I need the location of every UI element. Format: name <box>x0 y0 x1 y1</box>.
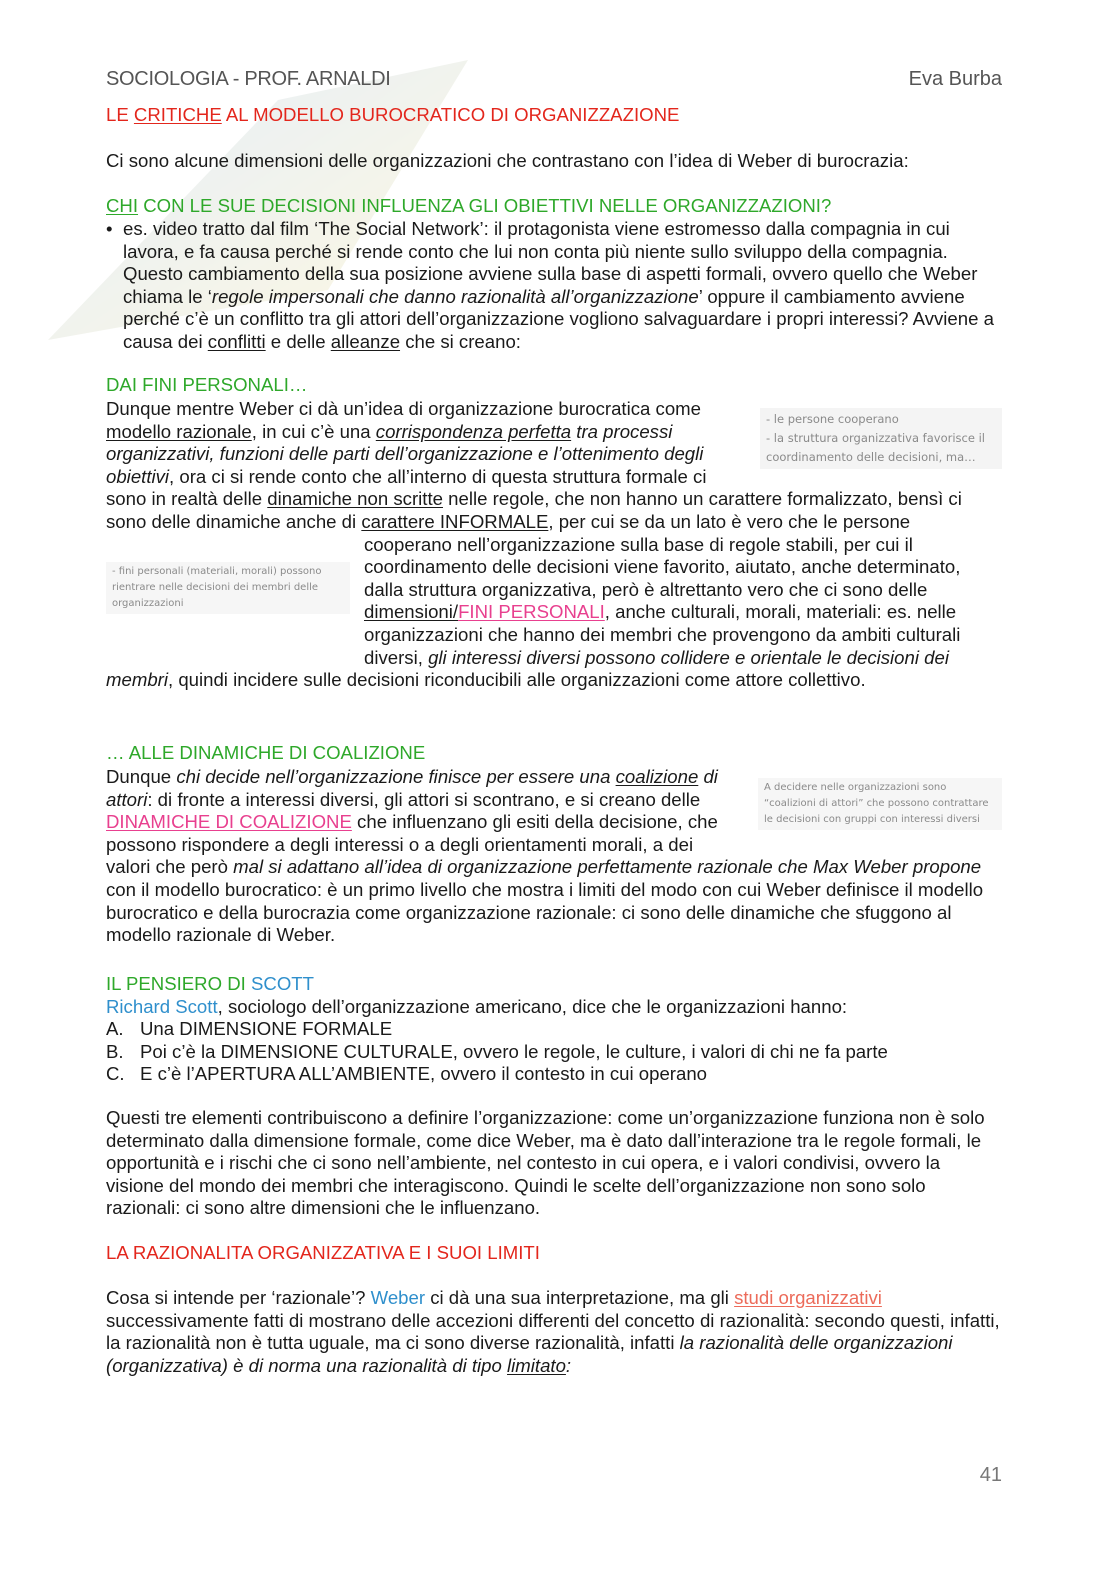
list-item: A. Una DIMENSIONE FORMALE <box>106 1018 393 1039</box>
list-item: B. Poi c’è la DIMENSIONE CULTURALE, ovvero le regole, le culture, i valori di chi ne fa parte <box>106 1040 888 1062</box>
margin-note-coalitions: A decidere nelle organizzazioni sono “coalizioni di attori” che possono contrattare le decisioni con gruppi con interessi diversi <box>758 778 1002 830</box>
question-heading: CHI CON LE SUE DECISIONI INFLUENZA GLI OBIETTIVI NELLE ORGANIZZAZIONI? <box>106 195 832 216</box>
heading-fini-personali: DAI FINI PERSONALI… <box>106 374 308 395</box>
scott-dimensions-list <box>106 1018 1002 1086</box>
heading-razionalita: LA RAZIONALITA ORGANIZZATIVA E I SUOI LIMITI <box>106 1242 540 1263</box>
section-title: LE CRITICHE AL MODELLO BUROCRATICO DI ORGANIZZAZIONE <box>106 104 680 125</box>
header-author: Eva Burba <box>908 68 1002 90</box>
paragraph-coalizione: A decidere nelle organizzazioni sono “coalizioni di attori” che possono contrattare le decisioni con gruppi con interessi diversi Dunque chi decide nell’organizzazione finisce per essere una coalizione di attori: di fronte a interessi diversi, gli attori si scontrano, e si creano delle DINAMICHE DI COALIZIONE che influenzano gli esiti della decisione, che possono rispondere a degli interessi o a degli orientamenti morali, a dei valori che però mal si adattano all’idea di organizzazione perfettamente razionale che Max Weber propone con il modello burocratico: è un primo livello che mostra i limiti del modo con cui Weber definisce il modello burocratico e della burocrazia come organizzazione razionale: ci sono delle dinamiche che sfuggono al modello razionale di Weber. <box>106 766 1002 947</box>
intro-paragraph: Ci sono alcune dimensioni delle organizzazioni che contrastano con l’idea di Weber di burocrazia: <box>106 150 909 171</box>
paragraph-razionalita: Cosa si intende per ‘razionale’? Weber ci dà una sua interpretazione, ma gli studi organizzativi successivamente fatti di mostrano delle accezioni differenti del concetto di razionalità: secondo questi, infatti, la razionalità non è tutta uguale, ma ci sono diverse razionalità, infatti la razionalità delle organizzazioni (organizzativa) è di norma una razionalità di tipo limitato: <box>106 1287 1000 1376</box>
heading-scott: IL PENSIERO DI SCOTT <box>106 973 315 994</box>
paragraph-fini-personali: - le persone cooperano - la struttura organizzativa favorisce il coordinamento delle decisioni, ma… - fini personali (materiali, morali) possono rientrare nelle decisioni dei membri delle organizzazioni Dunque mentre Weber ci dà un’idea di organizzazione burocratica come modello razionale, in cui c’è una corrispondenza perfetta tra processi organizzativi, funzioni delle parti dell’organizzazione e l’ottenimento degli obiettivi, ora ci si rende conto che all’interno di questa struttura formale ci sono in realtà delle dinamiche non scritte nelle regole, che non hanno un carattere formalizzato, bensì ci sono delle dinamiche anche di carattere INFORMALE, per cui se da un lato è vero che le persone cooperano nell’organizzazione sulla base di regole stabili, per cui il coordinamento delle decisioni viene favorito, aiutato, anche determinato, dalla struttura organizzativa, però è altrettanto vero che ci sono delle dimensioni/FINI PERSONALI, anche culturali, morali, materiali: es. nelle organizzazioni che hanno dei membri che provengono da ambiti culturali diversi, gli interessi diversi possono collidere e orientale le decisioni dei membri, quindi incidere sulle decisioni riconducibili alle organizzazioni come attore collettivo. <box>106 398 1002 692</box>
bullet-social-network: • es. video tratto dal film ‘The Social Network’: il protagonista viene estromesso dalla compagnia in cui lavora, e fa causa perché si rende conto che lui non conta più niente sullo sviluppo della compagnia. Questo cambiamento della sua posizione avviene sulla base di aspetti formali, ovvero quello che Weber chiama le ‘regole impersonali che danno razionalità all’organizzazione’ oppure il cambiamento avviene perché c’è un conflitto tra gli attori dell’organizzazione vogliono salvaguardare i propri interessi? Avviene a causa dei conflitti e delle alleanze che si creano: <box>106 218 1003 354</box>
page-number: 41 <box>979 1464 1002 1486</box>
margin-note-personal-ends: - fini personali (materiali, morali) possono rientrare nelle decisioni dei membri delle organizzazioni <box>106 562 350 614</box>
paragraph-scott: Richard Scott, sociologo dell’organizzazione americano, dice che le organizzazioni hanno: <box>106 996 848 1017</box>
paragraph-three-elements: Questi tre elementi contribuiscono a definire l’organizzazione: come un’organizzazione funziona non è solo determinato dalla dimensione formale, come dice Weber, ma è dato dall’interazione tra le regole formali, le opportunità e i rischi che ci sono nell’ambiente, nel contesto in cui opera, e i valori condivisi, ovvero la visione del mondo dei membri che interagiscono. Quindi le scelte dell’organizzazione non sono solo razionali: ci sono altre dimensioni che le influenzano. <box>106 1107 985 1219</box>
heading-coalizione: … ALLE DINAMICHE DI COALIZIONE <box>106 742 426 763</box>
margin-note-cooperation: - le persone cooperano - la struttura organizzativa favorisce il coordinamento delle decisioni, ma… <box>760 408 1002 469</box>
document-page <box>106 0 1002 1579</box>
list-item: C. E c’è l’APERTURA ALL’AMBIENTE, ovvero il contesto in cui operano <box>106 1063 708 1085</box>
header-course: SOCIOLOGIA - PROF. ARNALDI <box>106 68 391 90</box>
